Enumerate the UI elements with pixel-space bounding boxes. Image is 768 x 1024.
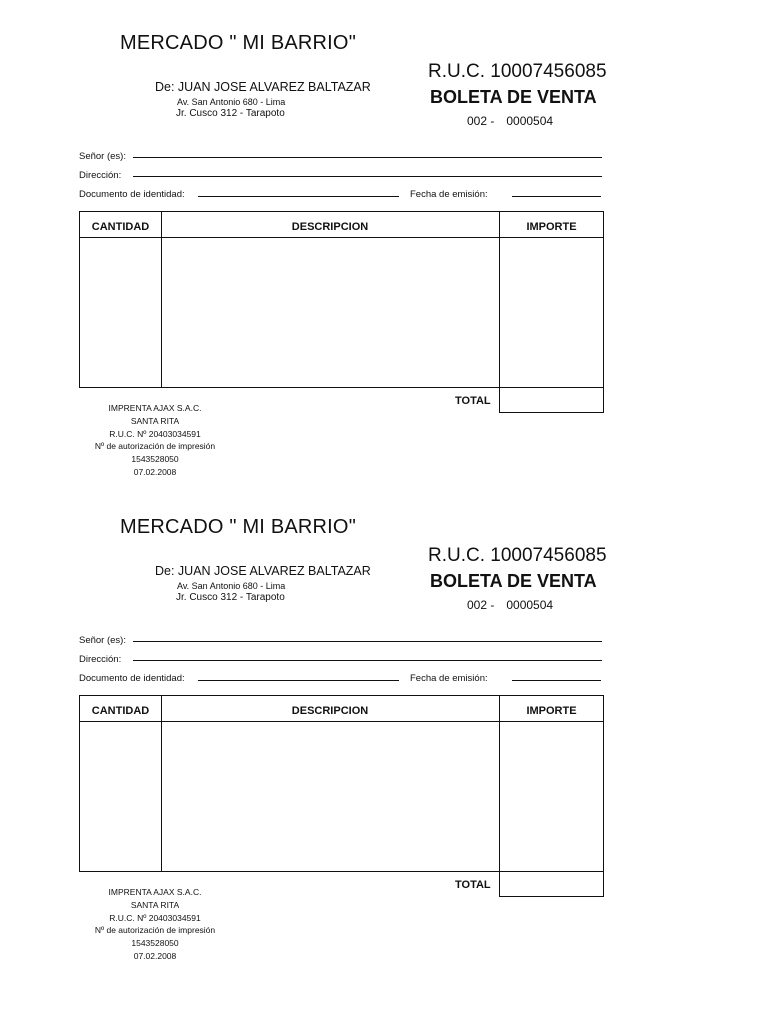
customer-field[interactable] [133, 157, 602, 158]
serie: 002 - [467, 598, 495, 612]
printer-line: R.U.C. Nº 20403034591 [109, 912, 201, 923]
address-label: Dirección: [79, 654, 122, 665]
id-doc-label: Documento de identidad: [79, 189, 185, 200]
printer-line: IMPRENTA AJAX S.A.C. [108, 403, 202, 413]
issue-date-field[interactable] [512, 196, 601, 197]
printer-info [70, 886, 240, 963]
header-descripcion: DESCRIPCION [291, 221, 369, 233]
address-field[interactable] [133, 660, 602, 661]
printer-line: 1543528050 [131, 938, 179, 949]
header-descripcion: DESCRIPCION [291, 705, 369, 717]
customer-field[interactable] [133, 641, 602, 642]
address-line-1: Av. San Antonio 680 - Lima [177, 581, 286, 591]
header-divider [80, 237, 603, 238]
id-doc-field[interactable] [198, 680, 399, 681]
column-divider [161, 696, 162, 871]
printer-line: 07.02.2008 [133, 466, 177, 477]
header-importe: IMPORTE [526, 221, 577, 233]
header-importe: IMPORTE [526, 705, 577, 717]
printer-line: R.U.C. Nº 20403034591 [109, 428, 201, 439]
header-cantidad: CANTIDAD [91, 705, 150, 717]
company-name: MERCADO " MI BARRIO" [120, 516, 356, 538]
items-table [79, 211, 604, 388]
printer-info [70, 402, 240, 479]
total-label: TOTAL [455, 879, 491, 891]
receipt-1 [0, 0, 768, 485]
printer-line: SANTA RITA [130, 899, 180, 910]
receipt-2 [0, 484, 768, 969]
customer-label: Señor (es): [79, 151, 126, 162]
printer-line: Nº de autorización de impresión [94, 925, 216, 936]
ruc-number: R.U.C. 10007456085 [428, 545, 607, 566]
ruc-number: R.U.C. 10007456085 [428, 61, 607, 82]
address-label: Dirección: [79, 170, 122, 181]
serie-number [467, 598, 553, 612]
issue-date-label: Fecha de emisión: [410, 189, 488, 200]
printer-line: 1543528050 [131, 454, 179, 465]
address-line-2: Jr. Cusco 312 - Tarapoto [176, 108, 285, 119]
address-line-1: Av. San Antonio 680 - Lima [177, 97, 286, 107]
address-field[interactable] [133, 176, 602, 177]
printer-line: SANTA RITA [130, 415, 180, 426]
company-name: MERCADO " MI BARRIO" [120, 32, 356, 54]
id-doc-label: Documento de identidad: [79, 673, 185, 684]
items-table [79, 695, 604, 872]
receipt-number: 0000504 [506, 114, 554, 128]
id-doc-field[interactable] [198, 196, 399, 197]
document-type: BOLETA DE VENTA [430, 571, 597, 591]
printer-line: 07.02.2008 [133, 950, 177, 961]
printer-line: Nº de autorización de impresión [94, 441, 216, 452]
customer-label: Señor (es): [79, 635, 126, 646]
printer-line: IMPRENTA AJAX S.A.C. [108, 887, 202, 897]
serie: 002 - [467, 114, 495, 128]
issue-date-label: Fecha de emisión: [410, 673, 488, 684]
receipt-number: 0000504 [506, 598, 554, 612]
header-cantidad: CANTIDAD [91, 221, 150, 233]
total-label: TOTAL [455, 395, 491, 407]
owner-name: De: JUAN JOSE ALVAREZ BALTAZAR [155, 80, 371, 94]
total-field[interactable] [499, 871, 604, 897]
address-line-2: Jr. Cusco 312 - Tarapoto [176, 592, 285, 603]
owner-name: De: JUAN JOSE ALVAREZ BALTAZAR [155, 564, 371, 578]
document-type: BOLETA DE VENTA [430, 87, 597, 107]
column-divider [499, 696, 500, 871]
issue-date-field[interactable] [512, 680, 601, 681]
total-field[interactable] [499, 387, 604, 413]
serie-number [467, 114, 553, 128]
header-divider [80, 721, 603, 722]
column-divider [499, 212, 500, 387]
column-divider [161, 212, 162, 387]
